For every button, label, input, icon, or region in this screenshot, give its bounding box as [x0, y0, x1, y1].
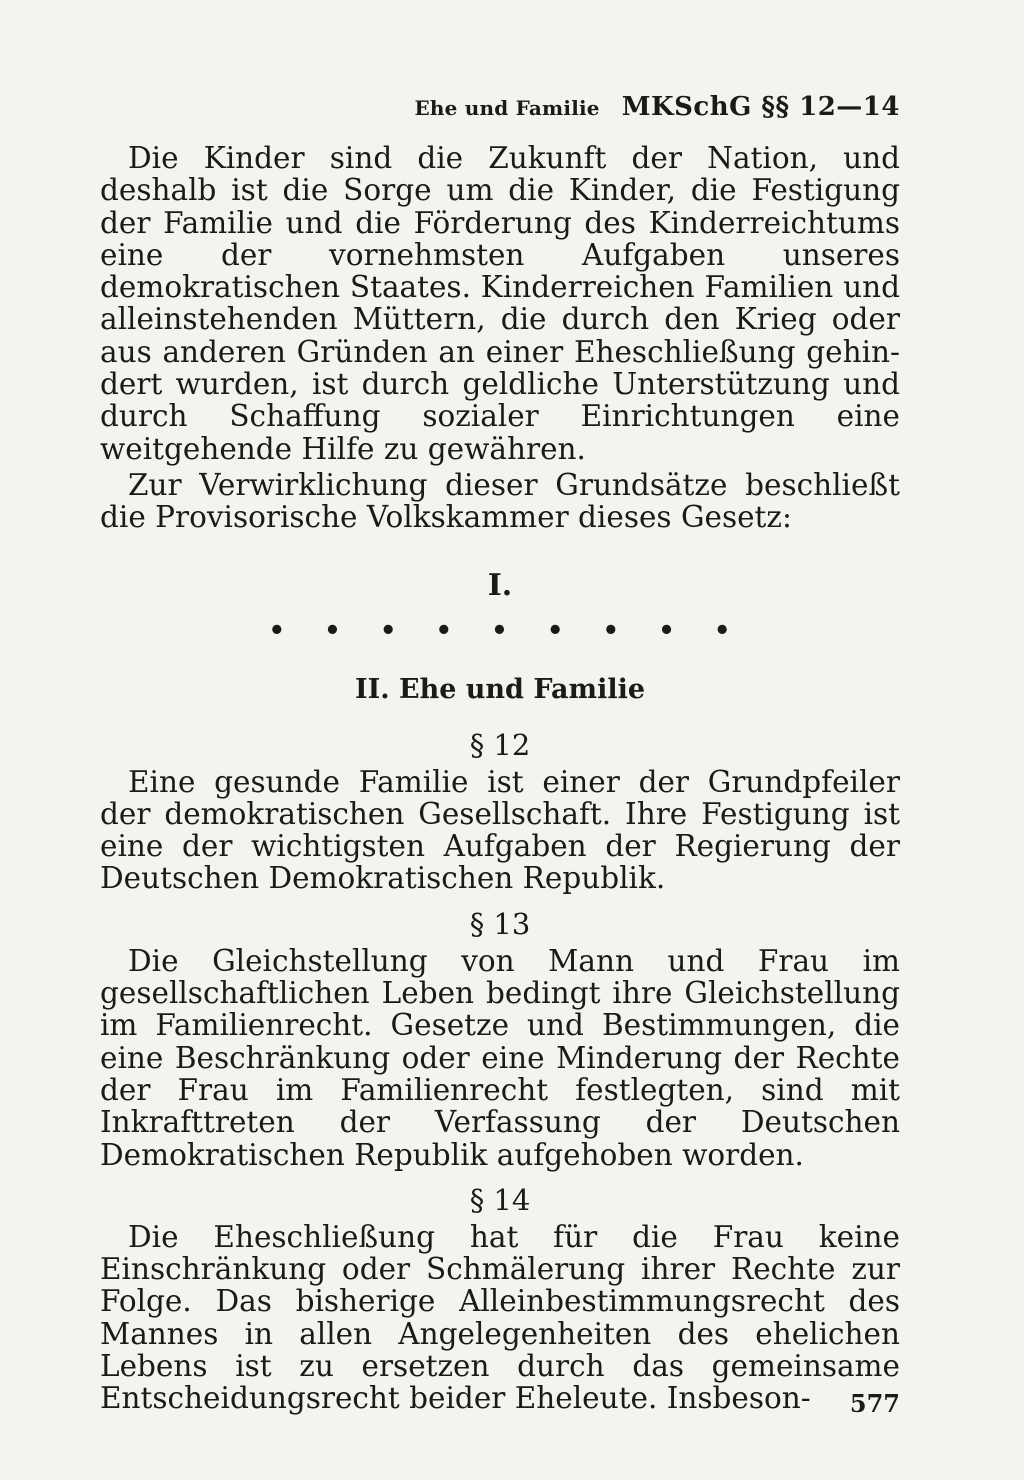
page-number: 577 [849, 1389, 900, 1418]
omission-dots: • • • • • • • • • [268, 615, 746, 646]
paragraph-14-number: § 14 [469, 1182, 531, 1217]
paragraph-13-text: Die Gleichstellung von Mann und Frau im gesellschaftlichen Leben bedingt ihre Gleichstellung im Familienrecht. Gesetze und Bestimmungen, die eine Beschränkung oder eine Minderung der Rechte der Frau im Familienrecht festlegten, sind mit Inkrafttreten der Verfassung der Deutschen Demokratischen Republik aufgehoben worden. [100, 943, 900, 1172]
paragraph-13-number: § 13 [469, 906, 531, 941]
part-two-heading: II. Ehe und Familie [354, 673, 646, 705]
page-content [100, 92, 900, 1415]
running-head [100, 92, 900, 142]
running-head-section: Ehe und Familie [414, 96, 600, 120]
paragraph-12-number: § 12 [469, 727, 531, 762]
paragraph-12-text: Eine gesunde Familie ist einer der Grundpfeiler der demokratischen Gesellschaft. Ihre Festigung ist eine der wichtigsten Aufgaben der Regierung der Deutschen Demokratischen Republik. [100, 764, 900, 896]
preamble-paragraph-2: Zur Verwirklichung dieser Grundsätze beschließt die Provisorische Volkskammer dieses Gesetz: [100, 467, 900, 535]
preamble-paragraph-1: Die Kinder sind die Zukunft der Nation, und deshalb ist die Sorge um die Kinder, die Festigung der Familie und die Förderung des Kinderreichtums eine der vornehmsten Aufgaben unseres demokratischen Staates. Kinderreichen Familien und alleinstehenden Müttern, die durch den Krieg oder aus anderen Gründen an einer Eheschließung gehindert wurden, ist durch geldliche Unterstützung und durch Schaffung sozialer Einrichtungen eine weitgehende Hilfe zu gewähren. [100, 141, 900, 466]
running-head-reference: MKSchG §§ 12—14 [621, 92, 900, 122]
paragraph-14-text: Die Eheschließung hat für die Frau keine Einschränkung oder Schmälerung ihrer Rechte zur Folge. Das bisherige Alleinbestimmungsrecht des Mannes in allen Angelegenheiten des ehelichen Lebens ist zu ersetzen durch das gemeinsame Entscheidungsrecht beider Eheleute. Insbeson- [100, 1219, 900, 1416]
part-one-heading: I. [487, 567, 513, 603]
